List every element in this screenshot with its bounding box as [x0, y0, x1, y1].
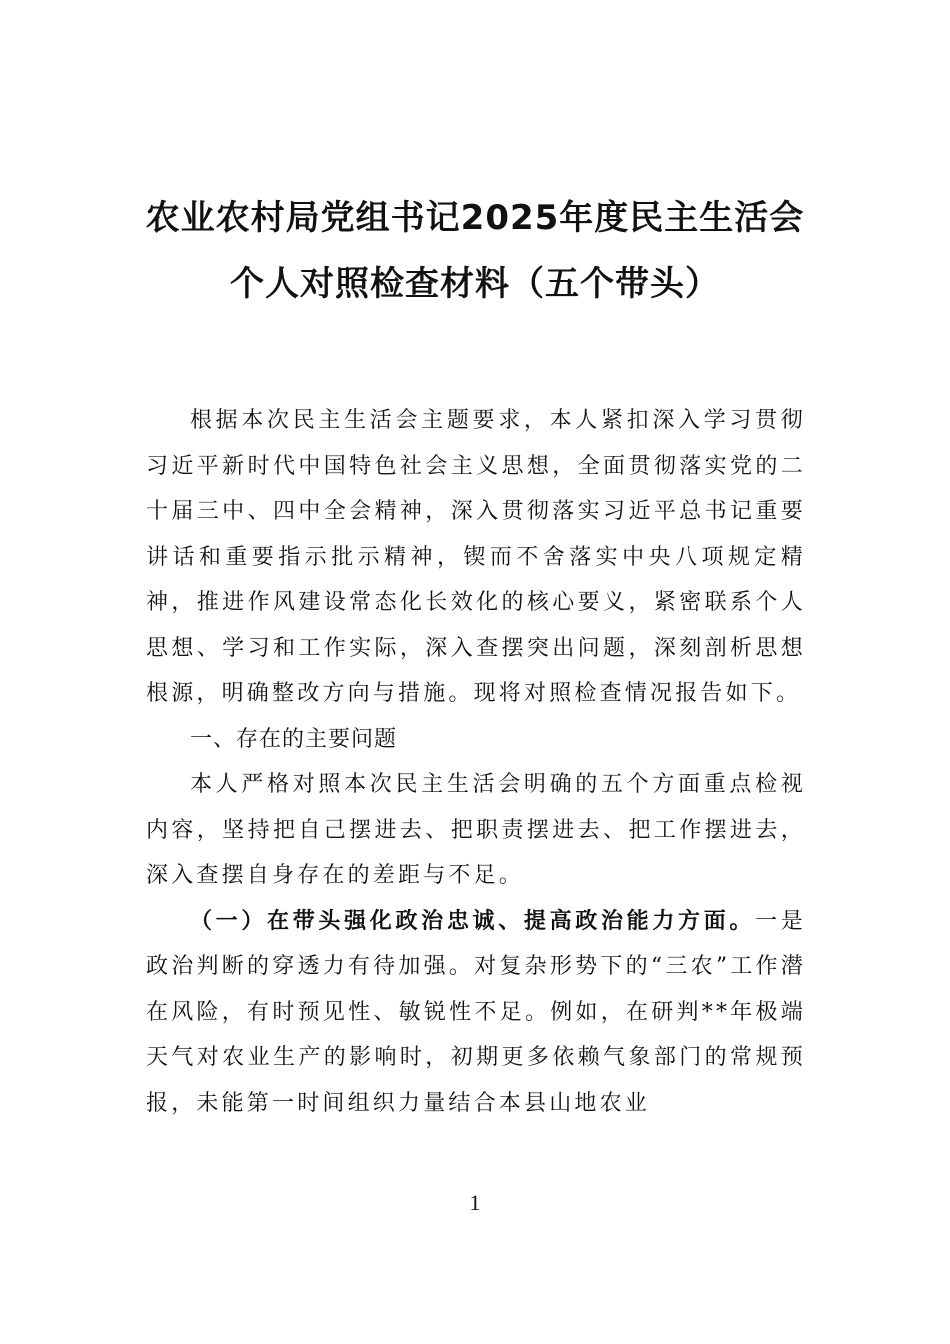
document-title-line-1: 农业农村局党组书记2025年度民主生活会: [145, 198, 805, 238]
page-number: 1: [469, 1190, 481, 1215]
subsection-text: 一是政治判断的穿透力有待加强。对复杂形势下的“三农”工作潜在风险，有时预见性、敏锐性不足。例如，在研判**年极端天气对农业生产的影响时，初期更多依赖气象部门的常规预报，未能第一时间组织力量结合本县山地农业: [146, 908, 806, 1116]
subsection-paragraph: [146, 899, 806, 1127]
subsection-heading: （一）在带头强化政治忠诚、提高政治能力方面。: [190, 907, 756, 934]
document-title-line-2: 个人对照检查材料（五个带头）: [230, 264, 720, 304]
document-body: [146, 398, 806, 1126]
intro-paragraph: 根据本次民主生活会主题要求，本人紧扣深入学习贯彻习近平新时代中国特色社会主义思想，全面贯彻落实党的二十届三中、四中全会精神，深入贯彻落实习近平总书记重要讲话和重要指示批示精神，锲而不舍落实中央八项规定精神，推进作风建设常态化长效化的核心要义，紧密联系个人思想、学习和工作实际，深入查摆突出问题，深刻剖析思想根源，明确整改方向与措施。现将对照检查情况报告如下。: [146, 408, 806, 706]
section-heading: 一、存在的主要问题: [190, 726, 398, 752]
section-paragraph: 本人严格对照本次民主生活会明确的五个方面重点检视内容，坚持把自己摆进去、把职责摆进去、把工作摆进去，深入查摆自身存在的差距与不足。: [146, 772, 806, 888]
